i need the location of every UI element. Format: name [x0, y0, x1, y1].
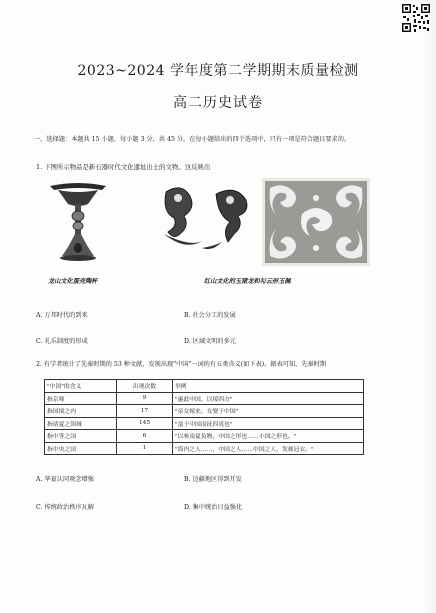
table-cell: "以参南夏负物，中国之形也……小国之形也。" — [173, 430, 364, 443]
caption-jade-artifacts: 红山文化的玉猪龙和勾云形玉佩 — [204, 278, 291, 285]
q2-option-b[interactable]: B. 边疆地区得到开发 — [184, 476, 242, 483]
q1-option-c[interactable]: C. 礼乐制度的形成 — [36, 338, 88, 345]
page-edge-shadow — [420, 0, 436, 613]
q1-option-a[interactable]: A. 万邦时代的到来 — [36, 312, 88, 319]
table-cell: "海内之人……，中国之人……中国之人，发被冠衣。" — [173, 442, 364, 455]
table-cell: "蛮于中国而抚四夷也" — [173, 417, 364, 430]
q2-option-a[interactable]: A. 华夏认同观念增强 — [36, 476, 94, 483]
table-header-row — [45, 380, 364, 393]
q2-option-d[interactable]: D. 集中统治日益强化 — [184, 504, 243, 511]
table-cell: 9 — [117, 392, 173, 405]
table-cell: 指国境之内 — [45, 405, 117, 418]
eggshell-cup-image — [38, 178, 118, 266]
table-cell: 6 — [117, 430, 173, 443]
table-cell: 指诸夏之领域 — [45, 417, 117, 430]
table-header-cell: 举例 — [173, 380, 364, 393]
table-cell: 145 — [117, 417, 173, 430]
table-row — [45, 392, 364, 405]
caption-eggshell-cup: 龙山文化蛋壳陶杯 — [48, 278, 98, 285]
table-header-cell: 出现次数 — [117, 380, 173, 393]
table-cell: "惠此中国，以绥四方" — [173, 392, 364, 405]
cloud-jade-plaque-image — [262, 178, 370, 266]
q1-option-b[interactable]: B. 社会分工的发展 — [184, 312, 236, 319]
table-cell: 指中等之国 — [45, 430, 117, 443]
exam-subtitle: 高二历史试卷 — [173, 95, 263, 111]
table-row — [45, 430, 364, 443]
table-cell: 指京师 — [45, 392, 117, 405]
exam-title: 2023~2024 学年度第二学期期末质量检测 — [77, 63, 359, 79]
q1-option-d[interactable]: D. 区域文明的多元 — [184, 338, 236, 345]
table-cell: 指中央之国 — [45, 442, 117, 455]
china-meaning-table — [44, 379, 364, 455]
question-2-stem: 2. 有学者统计了先秦时期的 53 种文献，发现出现"中国"一词的有五类含义(如下表)。据表可知，先秦时期 — [36, 361, 327, 368]
question-1-stem: 1. 下图所示物品是新石器时代文化遗址出土的文物。这反映出 — [36, 163, 211, 171]
table-row — [45, 417, 364, 430]
section-instructions: 一、选择题：本题共 15 小题，每小题 3 分，共 45 分。在每小题给出的四个选项中，只有一项是符合题目要求的。 — [34, 136, 351, 143]
table-header-cell: "中国"的含义 — [45, 380, 117, 393]
q2-option-c[interactable]: C. 传统政治秩序瓦解 — [36, 504, 94, 511]
table-cell: 1 — [117, 442, 173, 455]
table-cell: "帝女嫁来，女娶于中国" — [173, 405, 364, 418]
table-row — [45, 442, 364, 455]
jade-pig-dragon-image — [156, 182, 256, 260]
table-row — [45, 405, 364, 418]
table-cell: 17 — [117, 405, 173, 418]
